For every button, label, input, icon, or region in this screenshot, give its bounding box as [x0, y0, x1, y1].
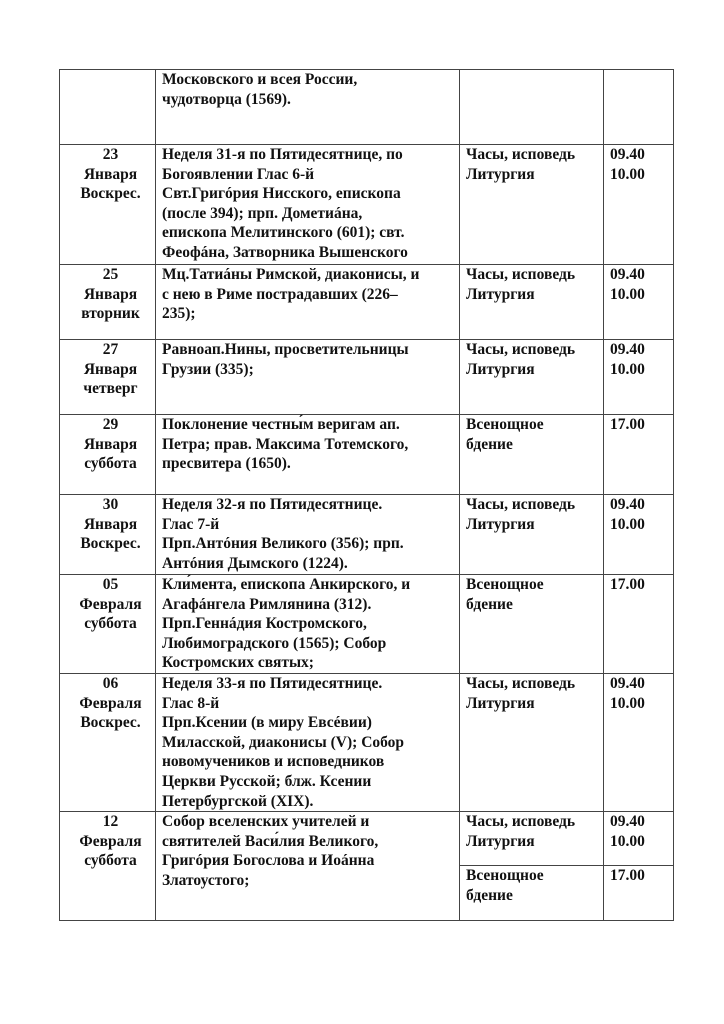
date-cell-line: Февраля: [79, 694, 142, 712]
time-cell: [604, 674, 674, 812]
date-cell-line: суббота: [84, 455, 137, 473]
time-cell: [604, 495, 674, 575]
feast-cell-line: Григóрия Богослова и Иоáнна: [162, 852, 375, 870]
date-cell-line: Января: [83, 360, 138, 378]
date-cell-line: 05: [102, 576, 119, 593]
date-cell: [60, 495, 156, 575]
date-cell-line: Воскрес.: [80, 535, 141, 553]
time-cell-line: 10.00: [610, 285, 645, 303]
feast-cell-line: Кли́мента, епископа Анкирского, и: [162, 576, 411, 593]
feast-cell-line: Неделя 32-я по Пятидесятнице.: [162, 496, 383, 513]
date-cell-line: 29: [102, 416, 119, 433]
time-cell-line: 10.00: [610, 832, 645, 850]
feast-cell-line: Глас 7-й: [162, 515, 220, 533]
date-cell-line: Января: [83, 165, 138, 183]
feast-cell-line: Прп.Ксении (в миру Евсéвии): [162, 714, 372, 732]
schedule-row: [60, 812, 674, 866]
time-cell-line: 17.00: [610, 576, 645, 593]
service-cell-line: Литургия: [466, 694, 535, 712]
date-cell-line: 23: [102, 146, 119, 163]
service-cell-line: бдение: [466, 886, 513, 904]
feast-cell-line: Церкви Русской; блж. Ксении: [162, 772, 372, 790]
feast-cell-line: Миласской, диаконисы (V); Собор: [162, 733, 405, 751]
date-cell: [60, 70, 156, 145]
time-cell: [604, 415, 674, 495]
date-cell-line: четверг: [83, 380, 138, 398]
schedule-body: [60, 70, 674, 921]
service-cell-line: Литургия: [466, 165, 535, 183]
time-cell: [604, 145, 674, 265]
feast-cell-line: Богоявлении Глас 6-й: [162, 165, 315, 183]
time-cell: [604, 812, 674, 866]
time-cell: [604, 340, 674, 415]
feast-cell-line: Петербургской (XIX).: [162, 792, 314, 810]
feast-cell-line: Костромских святых;: [162, 654, 314, 672]
time-cell-line: 09.40: [610, 496, 645, 513]
time-cell: [604, 70, 674, 145]
feast-cell-line: Агафáнгела Римлянина (312).: [162, 595, 372, 613]
schedule-row: [60, 265, 674, 340]
feast-cell-line: Петра; прав. Максима Тотемского,: [162, 435, 409, 453]
feast-cell-line: Феофáна, Затворника Вышенского: [162, 243, 408, 261]
time-cell: [604, 265, 674, 340]
time-cell-line: 17.00: [610, 867, 645, 885]
service-cell: [460, 415, 604, 495]
feast-cell-line: Мц.Татиáны Римской, диаконисы, и: [162, 266, 420, 283]
service-cell-line: Часы, исповедь: [466, 341, 576, 358]
date-cell-line: вторник: [81, 305, 140, 323]
feast-cell-line: Равноап.Нины, просветительницы: [162, 341, 409, 358]
feast-cell-line: Антóния Дымского (1224).: [162, 554, 348, 572]
service-cell-line: Часы, исповедь: [466, 675, 576, 692]
service-cell: [460, 145, 604, 265]
schedule-row: [60, 415, 674, 495]
date-cell: [60, 674, 156, 812]
feast-cell-line: Свт.Григóрия Нисского, епископа: [162, 185, 401, 203]
date-cell-line: Февраля: [79, 595, 142, 613]
feast-cell: [156, 812, 460, 921]
feast-cell-line: с нею в Риме пострадавших (226–: [162, 285, 398, 303]
date-cell-line: Воскрес.: [80, 185, 141, 203]
time-cell-line: 10.00: [610, 360, 645, 378]
schedule-row: [60, 70, 674, 145]
service-cell-line: Всенощное: [466, 576, 544, 593]
feast-cell: [156, 415, 460, 495]
service-cell-line: Литургия: [466, 285, 535, 303]
feast-cell-line: Златоустого;: [162, 871, 250, 889]
date-cell-line: Января: [83, 285, 138, 303]
time-cell-line: 10.00: [610, 165, 645, 183]
service-cell-line: Часы, исповедь: [466, 146, 576, 163]
feast-cell-line: епископа Мелитинского (601); свт.: [162, 224, 405, 242]
time-cell-line: 09.40: [610, 266, 645, 283]
service-cell-line: бдение: [466, 435, 513, 453]
service-cell: [460, 575, 604, 674]
service-cell: [460, 340, 604, 415]
feast-cell: [156, 145, 460, 265]
date-cell-line: 12: [102, 813, 119, 831]
schedule-table: [59, 69, 674, 921]
date-cell: [60, 415, 156, 495]
time-cell-line: 10.00: [610, 694, 645, 712]
service-cell-line: Литургия: [466, 832, 535, 850]
feast-cell-line: Неделя 33-я по Пятидесятнице.: [162, 675, 383, 692]
date-cell: [60, 145, 156, 265]
service-cell: [460, 866, 604, 921]
date-cell-line: суббота: [84, 615, 137, 633]
time-cell-line: 09.40: [610, 813, 645, 831]
date-cell: [60, 575, 156, 674]
date-cell-line: 25: [102, 266, 119, 283]
feast-cell: [156, 575, 460, 674]
time-cell-line: 10.00: [610, 515, 645, 533]
feast-cell-line: пресвитера (1650).: [162, 455, 291, 473]
feast-cell-line: Собор вселенских учителей и: [162, 813, 370, 831]
feast-cell: [156, 495, 460, 575]
service-cell-line: Часы, исповедь: [466, 813, 576, 831]
feast-cell-line: новомучеников и исповедников: [162, 753, 385, 771]
schedule-row: [60, 145, 674, 265]
feast-cell-line: святителей Васи́лия Великого,: [162, 832, 379, 850]
feast-cell-line: Неделя 31-я по Пятидесятнице, по: [162, 146, 403, 163]
service-cell-line: Литургия: [466, 515, 535, 533]
service-cell-line: Всенощное: [466, 416, 544, 433]
date-cell-line: суббота: [84, 852, 137, 870]
feast-cell-line: Любимоградского (1565); Собор: [162, 634, 387, 652]
service-cell-line: Часы, исповедь: [466, 266, 576, 283]
feast-cell: [156, 340, 460, 415]
date-cell-line: Февраля: [79, 832, 142, 850]
service-cell: [460, 674, 604, 812]
feast-cell-line: Поклонение честны́м веригам ап.: [162, 416, 400, 433]
service-cell: [460, 265, 604, 340]
feast-cell-line: Московского и всея России,: [162, 71, 358, 88]
feast-cell-line: 235);: [162, 305, 196, 323]
service-cell-line: Часы, исповедь: [466, 496, 576, 513]
schedule-row: [60, 575, 674, 674]
feast-cell-line: (после 394); прп. Дометиáна,: [162, 204, 363, 222]
date-cell-line: 27: [102, 341, 119, 358]
feast-cell-line: Глас 8-й: [162, 694, 220, 712]
time-cell-line: 09.40: [610, 675, 645, 692]
service-cell-line: Всенощное: [466, 867, 544, 885]
feast-cell: [156, 674, 460, 812]
time-cell-line: 09.40: [610, 341, 645, 358]
schedule-row: [60, 340, 674, 415]
time-cell: [604, 866, 674, 921]
time-cell-line: 09.40: [610, 146, 645, 163]
feast-cell: [156, 265, 460, 340]
service-cell: [460, 70, 604, 145]
date-cell: [60, 265, 156, 340]
service-cell-line: Литургия: [466, 360, 535, 378]
feast-cell: [156, 70, 460, 145]
date-cell-line: Января: [83, 435, 138, 453]
date-cell: [60, 340, 156, 415]
feast-cell-line: чудотворца (1569).: [162, 90, 291, 108]
feast-cell-line: Прп.Геннáдия Костромского,: [162, 615, 367, 633]
date-cell-line: Января: [83, 515, 138, 533]
service-cell-line: бдение: [466, 595, 513, 613]
feast-cell-line: Грузии (335);: [162, 360, 254, 378]
feast-cell-line: Прп.Антóния Великого (356); прп.: [162, 535, 404, 553]
schedule-row: [60, 674, 674, 812]
schedule-row: [60, 495, 674, 575]
time-cell-line: 17.00: [610, 416, 645, 433]
date-cell-line: Воскрес.: [80, 714, 141, 732]
time-cell: [604, 575, 674, 674]
service-cell: [460, 812, 604, 866]
date-cell-line: 06: [102, 675, 119, 692]
date-cell: [60, 812, 156, 921]
date-cell-line: 30: [102, 496, 119, 513]
service-cell: [460, 495, 604, 575]
